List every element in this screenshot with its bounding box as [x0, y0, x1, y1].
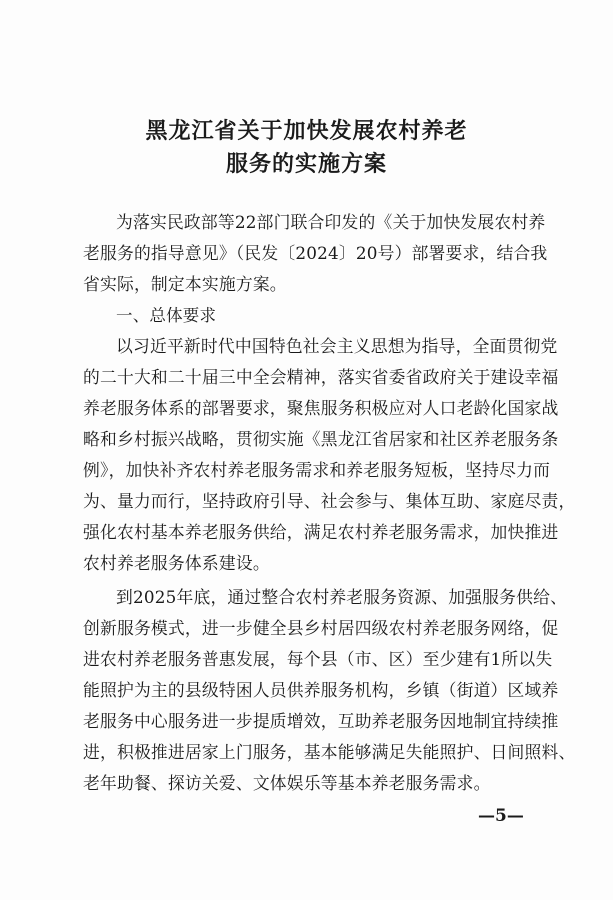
text-line: 以习近平新时代中国特色社会主义思想为指导，全面贯彻党 [116, 336, 558, 356]
text-line: 能照护为主的县级特困人员供养服务机构，乡镇（街道）区域养 [83, 680, 559, 700]
text-line: 老年助餐、探访关爱、文体娱乐等基本养老服务需求。 [83, 773, 491, 793]
page-number: —5— [478, 806, 524, 826]
text-line: 省实际，制定本实施方案。 [83, 274, 287, 294]
text-line: 进，积极推进居家上门服务，基本能够满足失能照护、日间照料、 [83, 742, 576, 762]
text-line: 创新服务模式，进一步健全县乡村居四级农村养老服务网络，促 [83, 618, 559, 638]
text-line: 为、量力而行，坚持政府引导、社会参与、集体互助、家庭尽责， [83, 491, 576, 511]
text-line: 进农村养老服务普惠发展，每个县（市、区）至少建有1所以失 [83, 649, 553, 669]
text-line: 略和乡村振兴战略，贯彻实施《黑龙江省居家和社区养老服务条 [83, 429, 559, 449]
text-line: 强化农村基本养老服务供给，满足农村养老服务需求，加快推进 [83, 522, 559, 542]
section-heading: 一、总体要求 [116, 306, 217, 325]
document-title-line-2: 服务的实施方案 [225, 151, 387, 177]
text-line: 的二十大和二十届三中全会精神，落实省委省政府关于建设幸福 [83, 367, 559, 387]
text-line: 为落实民政部等22部门联合印发的《关于加快发展农村养 [116, 212, 546, 232]
text-line: 到2025年底，通过整合农村养老服务资源、加强服务供给、 [116, 587, 568, 607]
text-line: 养老服务体系的部署要求，聚焦服务积极应对人口老龄化国家战 [83, 398, 559, 418]
text-line: 老服务的指导意见》（民发〔2024〕20号）部署要求，结合我 [83, 243, 548, 263]
text-line: 例》，加快补齐农村养老服务需求和养老服务短板，坚持尽力而 [83, 460, 551, 480]
text-line: 农村养老服务体系建设。 [83, 553, 270, 573]
document-title-line-1: 黑龙江省关于加快发展农村养老 [145, 118, 468, 144]
text-line: 老服务中心服务进一步提质增效，互助养老服务因地制宜持续推 [83, 711, 559, 731]
